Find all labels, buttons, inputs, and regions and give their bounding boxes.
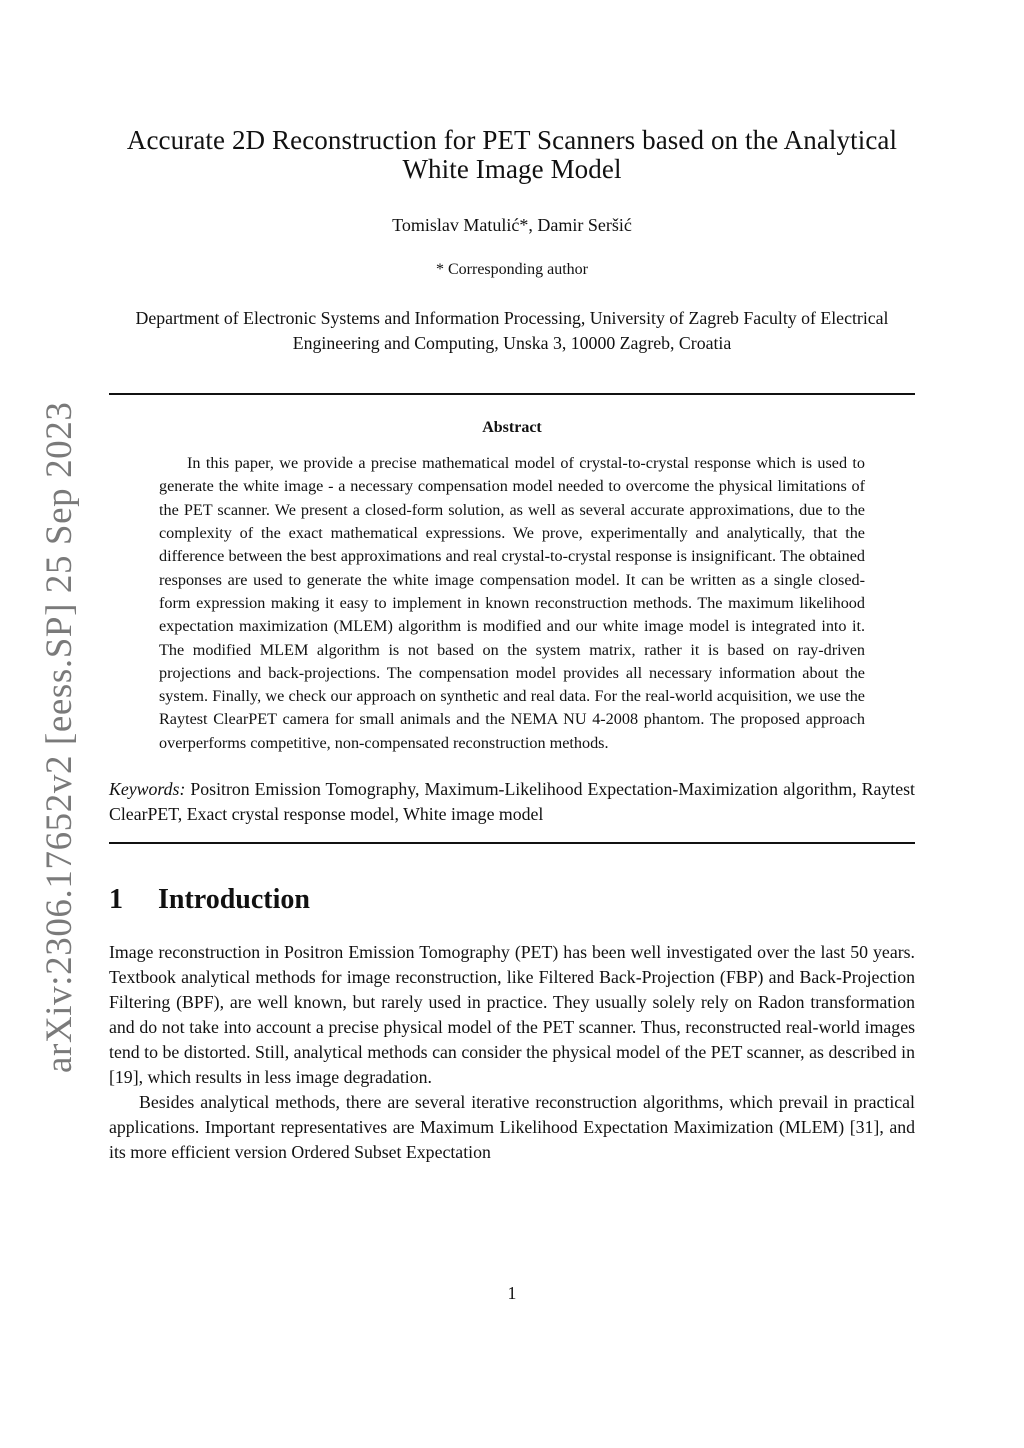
intro-paragraph: Besides analytical methods, there are several iterative reconstruction algorithms, which prevail in practical applications. Important representatives are Maximum Likelihood Expectation Maximization (MLEM) [31], and its more efficient version Ordered Subset Expectation bbox=[109, 1091, 915, 1162]
keywords bbox=[109, 777, 915, 827]
paper-page bbox=[109, 126, 915, 1165]
paper-title: Accurate 2D Reconstruction for PET Scanners based on the Analytical White Image Model bbox=[126, 125, 898, 185]
section-heading bbox=[109, 883, 915, 915]
top-divider bbox=[109, 393, 915, 395]
section-title: Introduction bbox=[158, 883, 310, 915]
arxiv-identifier: arXiv:2306.17652v2 [eess.SP] 25 Sep 2023 bbox=[39, 401, 80, 1073]
affiliation: Department of Electronic Systems and Information Processing, University of Zagreb Faculty of Electrical Engineering and Computing, Unska 3, 10000 Zagreb, Croatia bbox=[135, 308, 889, 354]
author-list: Tomislav Matulić*, Damir Seršić bbox=[392, 215, 632, 236]
bottom-divider bbox=[109, 842, 915, 844]
corresponding-author-note: * Corresponding author bbox=[436, 261, 588, 279]
section-number: 1 bbox=[109, 883, 123, 915]
abstract-text: In this paper, we provide a precise mathematical model of crystal-to-crystal response which is used to generate the white image - a necessary compensation model needed to overcome the physical limitations of the PET scanner. We present a closed-form solution, as well as several accurate approximations, due to the complexity of the exact mathematical expressions. We prove, experimentally and analytically, that the difference between the best approximations and real crystal-to-crystal response is insignificant. The obtained responses are used to generate the white image compensation model. It can be written as a single closed-form expression making it easy to implement in known reconstruction methods. The maximum likelihood expectation maximization (MLEM) algorithm is modified and our white image model is integrated into it. The modified MLEM algorithm is not based on the system matrix, rather it is based on ray-driven projections and back-projections. The compensation model provides all necessary information about the system. Finally, we check our approach on synthetic and real data. For the real-world acquisition, we use the Raytest ClearPET camera for small animals and the NEMA NU 4-2008 phantom. The proposed approach overperforms competitive, non-compensated reconstruction methods. bbox=[159, 454, 865, 752]
page-number: 1 bbox=[507, 1283, 517, 1303]
abstract-heading: Abstract bbox=[482, 419, 542, 437]
keywords-text: Positron Emission Tomography, Maximum-Likelihood Expectation-Maximization algorithm, Raytest ClearPET, Exact crystal response model, White image model bbox=[109, 778, 915, 824]
intro-paragraph: Image reconstruction in Positron Emission Tomography (PET) has been well investigated over the last 50 years. Textbook analytical methods for image reconstruction, like Filtered Back-Projection (FBP) and Back-Projection Filtering (BPF), are well known, but rarely used in practice. They usually solely rely on Radon transformation and do not take into account a precise physical model of the PET scanner. Thus, reconstructed real-world images tend to be distorted. Still, analytical methods can consider the physical model of the PET scanner, as described in [19], which results in less image degradation. bbox=[109, 941, 915, 1087]
keywords-label: Keywords: bbox=[109, 778, 186, 799]
